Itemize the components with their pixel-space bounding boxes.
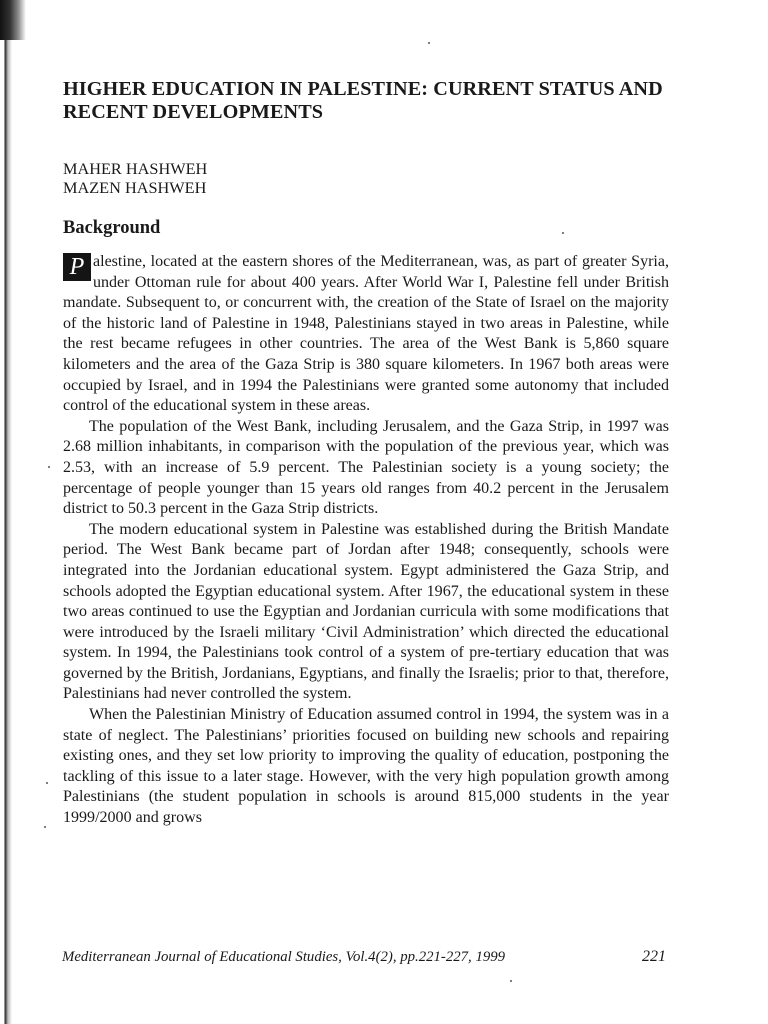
drop-cap-letter: P	[63, 253, 91, 281]
scan-binding-edge	[0, 0, 14, 1024]
article-body	[63, 252, 669, 829]
journal-citation: Mediterranean Journal of Educational Studies, Vol.4(2), pp.221-227, 1999	[62, 949, 506, 965]
paragraph	[63, 252, 669, 417]
paragraph: When the Palestinian Ministry of Education assumed control in 1994, the system was in a state of neglect. The Palestinians’ priorities focused on building new schools and repairing existing ones, and they set low priority to improving the quality of education, postponing the tackling of this issue to a later stage. However, with the very high population growth among Palestinians (the student population in schools is around 815,000 students in the year 1999/2000 and grows	[63, 706, 669, 827]
author-list	[63, 159, 669, 197]
scan-speck	[46, 782, 48, 784]
page-number: 221	[642, 948, 666, 965]
scan-speck	[510, 980, 512, 982]
section-heading: Background	[63, 218, 161, 238]
author-name: MAHER HASHWEH	[63, 159, 208, 178]
article-title: HIGHER EDUCATION IN PALESTINE: CURRENT STATUS AND RECENT DEVELOPMENTS	[63, 78, 663, 123]
page-footer	[62, 948, 670, 966]
scan-corner-shadow	[0, 0, 26, 40]
paragraph-text: alestine, located at the eastern shores of the Mediterranean, was, as part of greater Syria, under Ottoman rule for about 400 years. After World War I, Palestine fell under British mandate. Subsequent to, or concurrent with, the creation of the State of Israel on the majority of the historic land of Palestine in 1948, Palestinians stayed in two areas in Palestine, while the rest became refugees in other countries. The area of the West Bank is 5,860 square kilometers and the area of the Gaza Strip is 380 square kilometers. In 1967 both areas were occupied by Israel, and in 1994 the Palestinians were granted some autonomy that included control of the educational system in these areas.	[63, 253, 669, 415]
scan-speck	[44, 826, 46, 828]
author-name: MAZEN HASHWEH	[63, 178, 207, 197]
scan-speck	[428, 42, 430, 44]
article-page	[63, 78, 669, 829]
scan-speck	[48, 466, 50, 468]
paragraph: The modern educational system in Palestine was established during the British Mandate period. The West Bank became part of Jordan after 1948; consequently, schools were integrated into the Jordanian educational system. Egypt administered the Gaza Strip, and schools adopted the Egyptian educational system. After 1967, the educational system in these two areas continued to use the Egyptian and Jordanian curricula with some modifications that were introduced by the Israeli military ‘Civil Administration’ which directed the educational system. In 1994, the Palestinians took control of a system of pre-tertiary education that was governed by the British, Jordanians, Egyptians, and finally the Israelis; prior to that, therefore, Palestinians had never controlled the system.	[63, 520, 669, 703]
paragraph: The population of the West Bank, including Jerusalem, and the Gaza Strip, in 1997 was 2.68 million inhabitants, in comparison with the population of the previous year, which was 2.53, with an increase of 5.9 percent. The Palestinian society is a young society; the percentage of people younger than 15 years old ranges from 40.2 percent in the Jerusalem district to 50.3 percent in the Gaza Strip districts.	[63, 417, 669, 518]
